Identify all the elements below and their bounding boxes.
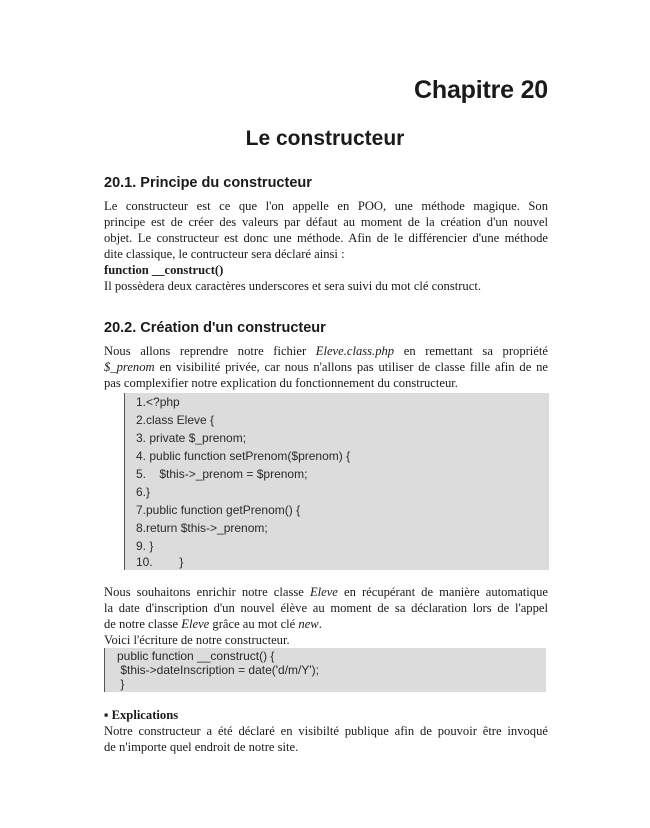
text-line: principe est de créer des valeurs par défaut au moment de la création d'un nouvel [104, 215, 548, 229]
text-line: Le constructeur est ce que l'on appelle en POO, une méthode magique. Son [104, 199, 548, 213]
section2-intro [104, 343, 548, 391]
function-signature: function __construct() [104, 263, 224, 277]
code-line: 2.class Eleve { [136, 413, 215, 427]
code-line: 3. private $_prenom; [136, 431, 247, 445]
text-line: Nous allons reprendre notre fichier Eleve.class.php en remettant sa propriété [104, 344, 548, 358]
code-line: public function __construct() { [117, 649, 275, 663]
text-line: pas complexifier notre explication du fonctionnement du constructeur. [104, 376, 458, 390]
section1-paragraph [104, 198, 548, 294]
property-name: $_prenom [104, 360, 155, 374]
code-line: 6.} [136, 485, 151, 499]
class-name: Eleve [181, 617, 210, 631]
code-line: } [117, 677, 125, 691]
text-line: de n'importe quel endroit de notre site. [104, 740, 299, 754]
code-line: 7.public function getPrenom() { [136, 503, 301, 517]
text-line: objet. Le constructeur est donc une méthode. Afin de le différencier d'une méthode [104, 231, 548, 245]
text-line: de notre classe Eleve grâce au mot clé new. [104, 617, 322, 631]
code-line: 1.<?php [136, 395, 180, 409]
code-line: 5. $this->_prenom = $prenom; [136, 467, 308, 481]
text-line: $_prenom en visibilité privée, car nous n'allons pas utiliser de classe fille afin de ne [104, 360, 548, 374]
file-name: Eleve.class.php [315, 344, 395, 358]
code-line: $this->dateInscription = date('d/m/Y'); [117, 663, 320, 677]
text-line: Voici l'écriture de notre constructeur. [104, 633, 290, 647]
text-line: dite classique, le contructeur sera déclaré ainsi : [104, 247, 345, 261]
text-line: la date d'inscription d'un nouvel élève au moment de sa déclaration lors de l'appel [104, 601, 548, 615]
explications-heading: ▪ Explications [104, 708, 179, 722]
class-name: Eleve [309, 585, 338, 599]
code-line: 9. } [136, 539, 154, 553]
code-line: 10. } [136, 555, 184, 569]
keyword: new [298, 617, 319, 631]
code-block-class-eleve [124, 393, 549, 570]
text-line: Notre constructeur a été déclaré en visibilté publique afin de pouvoir être invoqué [104, 724, 548, 738]
section-heading-20-2: 20.2. Création d'un constructeur [104, 320, 326, 336]
explications-paragraph [104, 723, 548, 755]
section-heading-20-1: 20.1. Principe du constructeur [104, 175, 312, 191]
code-block-constructor [104, 648, 546, 692]
code-line: 8.return $this->_prenom; [136, 521, 268, 535]
text-line: Nous souhaitons enrichir notre classe Eleve en récupérant de manière automatique [104, 585, 548, 599]
chapter-number: Chapitre 20 [414, 76, 548, 104]
code-line: 4. public function setPrenom($prenom) { [136, 449, 351, 463]
chapter-title: Le constructeur [245, 127, 405, 150]
section2-paragraph-2 [104, 584, 548, 648]
text-line: Il possèdera deux caractères underscores et sera suivi du mot clé construct. [104, 279, 481, 293]
